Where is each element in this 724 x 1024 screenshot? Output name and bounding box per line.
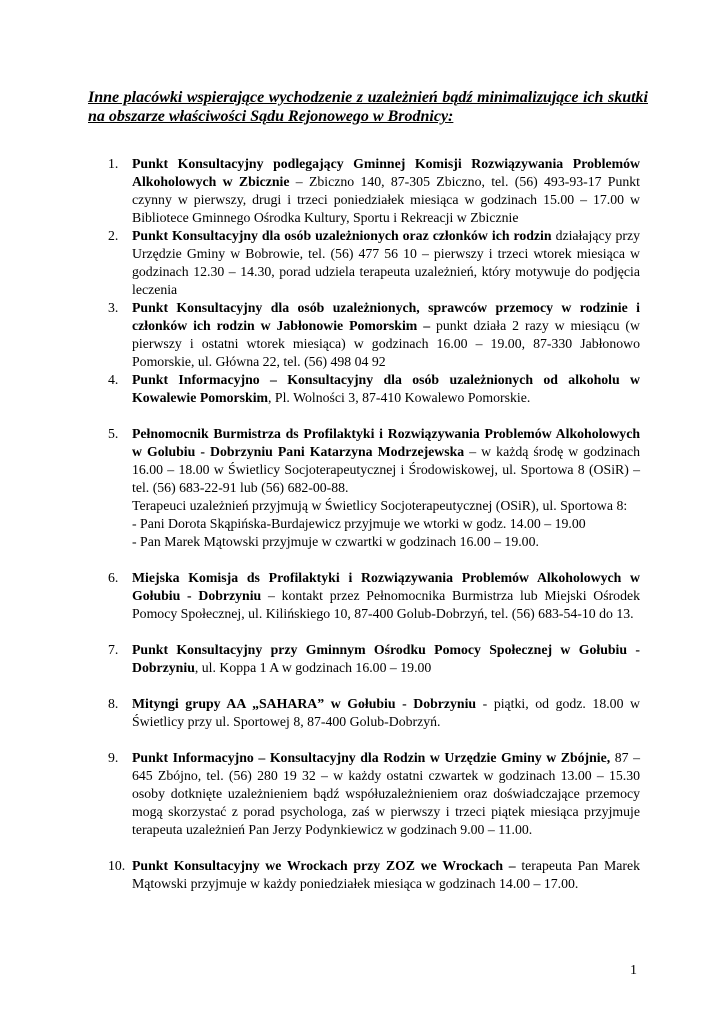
item-heading: Punkt Konsultacyjny we Wrockach przy ZOZ we Wrockach – — [132, 858, 516, 873]
item-number: 8. — [108, 696, 119, 711]
item-text: – w każdą środę w godzinach 16.00 – 18.00 w Świetlicy Socjoterapeutycznej i Środowiskowej, ul. Sportowa 8 (OSiR) – tel. (56) 683-22-91 lub (56) 682-00-88. — [132, 444, 640, 495]
list-item — [108, 857, 640, 893]
list-item — [108, 299, 640, 371]
item-heading: Punkt Informacyjno – Konsultacyjny dla osób uzależnionych od alkoholu w Kowalewie Pomorskim — [132, 372, 640, 405]
list-item — [108, 227, 640, 299]
item-number: 5. — [108, 426, 119, 441]
item-heading: Punkt Konsultacyjny dla osób uzależnionych oraz członków ich rodzin — [132, 228, 552, 243]
item-text: działający przy Urzędzie Gminy w Bobrowie, tel. (56) 477 56 10 – pierwszy i trzeci wtorek miesiąca w godzinach 12.30 – 14.30, porad udziela terapeuta uzależnień, który motywuje do podjęcia leczenia — [132, 228, 640, 297]
page-number: 1 — [630, 963, 637, 978]
item-heading: Punkt Konsultacyjny podlegający Gminnej Komisji Rozwiązywania Problemów Alkoholowych w Zbicznie — [132, 156, 640, 189]
facility-list — [108, 155, 640, 893]
item-number: 6. — [108, 570, 119, 585]
item-number: 1. — [108, 156, 119, 171]
item-number: 3. — [108, 300, 119, 315]
list-item — [108, 425, 640, 551]
item-text: – kontakt przez Pełnomocnika Burmistrza lub Miejski Ośrodek Pomocy Społecznej, ul. Kilińskiego 10, 87-400 Golub-Dobrzyń, tel. (56) 683-54-10 do 13. — [132, 588, 640, 621]
item-number: 7. — [108, 642, 119, 657]
item-text: , ul. Koppa 1 A w godzinach 16.00 – 19.00 — [194, 660, 432, 675]
item-text: - piątki, od godz. 18.00 w Świetlicy przy ul. Sportowej 8, 87-400 Golub-Dobrzyń. — [132, 696, 640, 729]
list-item — [108, 749, 640, 839]
item-heading: Mityngi grupy AA „SAHARA” w Gołubiu - Dobrzyniu — [132, 696, 477, 711]
list-item — [108, 569, 640, 623]
list-item — [108, 155, 640, 227]
list-item — [108, 641, 640, 677]
item-number: 4. — [108, 372, 119, 387]
item-extra-line: Terapeuci uzależnień przyjmują w Świetlicy Socjoterapeutycznej (OSiR), ul. Sportowa 8: — [132, 498, 628, 513]
item-heading: Punkt Konsultacyjny dla osób uzależnionych, sprawców przemocy w rodzinie i członków ich rodzin w Jabłonowie Pomorskim – — [132, 300, 640, 333]
item-extra-line: - Pani Dorota Skąpińska-Burdajewicz przyjmuje we wtorki w godz. 14.00 – 19.00 — [132, 516, 586, 531]
list-item — [108, 371, 640, 407]
item-heading: Pełnomocnik Burmistrza ds Profilaktyki i Rozwiązywania Problemów Alkoholowych w Golubiu - Dobrzyniu Pani Katarzyna Modrzejewska — [132, 426, 640, 459]
item-text: terapeuta Pan Marek Mątowski przyjmuje w każdy poniedziałek miesiąca w godzinach 14.00 – 17.00. — [132, 858, 640, 891]
item-heading: Miejska Komisja ds Profilaktyki i Rozwiązywania Problemów Alkoholowych w Gołubiu - Dobrzyniu — [132, 570, 640, 603]
item-number: 9. — [108, 750, 119, 765]
item-text: , Pl. Wolności 3, 87-410 Kowalewo Pomorskie. — [268, 390, 531, 405]
item-text: – Zbiczno 140, 87-305 Zbiczno, tel. (56) 493-93-17 Punkt czynny w pierwszy, drugi i trzeci poniedziałek miesiąca w godzinach 15.00 – 17.00 w Bibliotece Gminnego Ośrodka Kultury, Sportu i Rekreacji w Zbicznie — [132, 174, 640, 225]
item-number: 10. — [108, 858, 126, 873]
item-heading: Punkt Informacyjno – Konsultacyjny dla Rodzin w Urzędzie Gminy w Zbójnie, — [132, 750, 611, 765]
item-number: 2. — [108, 228, 119, 243]
document-title: Inne placówki wspierające wychodzenie z uzależnień bądź minimalizujące ich skutki na obszarze właściwości Sądu Rejonowego w Brodnicy: — [88, 89, 648, 125]
list-item — [108, 695, 640, 731]
item-text: 87 – 645 Zbójno, tel. (56) 280 19 32 – w każdy ostatni czwartek w godzinach 13.00 – 15.30 osoby dotknięte uzależnieniem bądź współuzależnieniem oraz doświadczające przemocy mogą skorzystać z porad psychologa, zaś w pierwszy i trzeci piątek miesiąca przyjmuje terapeuta uzależnień Pan Jerzy Podynkiewicz w godzinach 9.00 – 11.00. — [132, 750, 640, 837]
item-heading: Punkt Konsultacyjny przy Gminnym Ośrodku Pomocy Społecznej w Gołubiu - Dobrzyniu — [132, 642, 640, 675]
item-text: punkt działa 2 razy w miesiącu (w pierwszy i ostatni wtorek miesiąca) w godzinach 16.00 – 19.00, 87-330 Jabłonowo Pomorskie, ul. Główna 22, tel. (56) 498 04 92 — [132, 318, 640, 369]
item-extra-line: - Pan Marek Mątowski przyjmuje w czwartki w godzinach 16.00 – 19.00. — [132, 534, 539, 549]
